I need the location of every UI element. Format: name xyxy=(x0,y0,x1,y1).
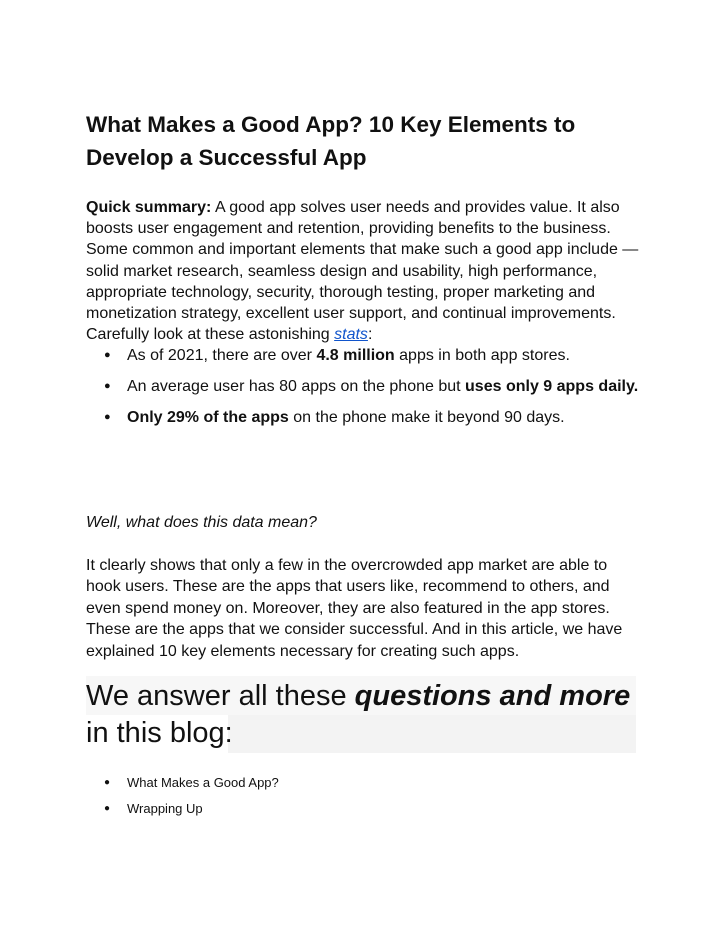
body-paragraph: It clearly shows that only a few in the overcrowded app market are able to hook users. These are the apps that users like, recommend to others, and even spend money on. Moreover, they are also featured in the app stores. These are the apps that we consider successful. And in this article, we have explained 10 key elements necessary for creating such apps. xyxy=(86,557,623,660)
summary-after: : xyxy=(367,326,373,344)
bullet-icon: ● xyxy=(104,777,111,788)
bullet-icon: ● xyxy=(104,803,111,814)
summary-text: A good app solves user needs and provides value. It also boosts user engagement and retention, providing benefits to the business. Some common and important elements that make such a good app include — solid market research, seamless design and usability, high performance, appropriate technology, security, thorough testing, proper marketing and monetization strategy, excellent user support, and continual improvements. Carefully look at these astonishing xyxy=(86,199,639,344)
bullet-icon: ● xyxy=(104,380,111,392)
page-title: What Makes a Good App? 10 Key Elements to Develop a Successful App xyxy=(86,112,576,170)
bullet-icon: ● xyxy=(104,349,111,361)
stats-list xyxy=(86,341,646,432)
blog-banner xyxy=(86,676,636,753)
table-of-contents xyxy=(86,770,646,822)
list-item: ● As of 2021, there are over 4.8 million apps in both app stores. xyxy=(86,341,646,370)
stats-link[interactable]: stats xyxy=(334,326,368,344)
quick-summary xyxy=(86,197,646,345)
list-item: ● An average user has 80 apps on the phone but uses only 9 apps daily. xyxy=(86,372,646,401)
bullet-icon: ● xyxy=(104,411,111,423)
list-item: ● Only 29% of the apps on the phone make it beyond 90 days. xyxy=(86,403,646,432)
banner-heading: We answer all these questions and more in this blog: xyxy=(86,680,631,749)
question-text: Well, what does this data mean? xyxy=(86,514,317,531)
summary-label: Quick summary: xyxy=(86,199,212,216)
toc-item[interactable]: ● What Makes a Good App? xyxy=(86,770,646,796)
toc-item[interactable]: ● Wrapping Up xyxy=(86,796,646,822)
